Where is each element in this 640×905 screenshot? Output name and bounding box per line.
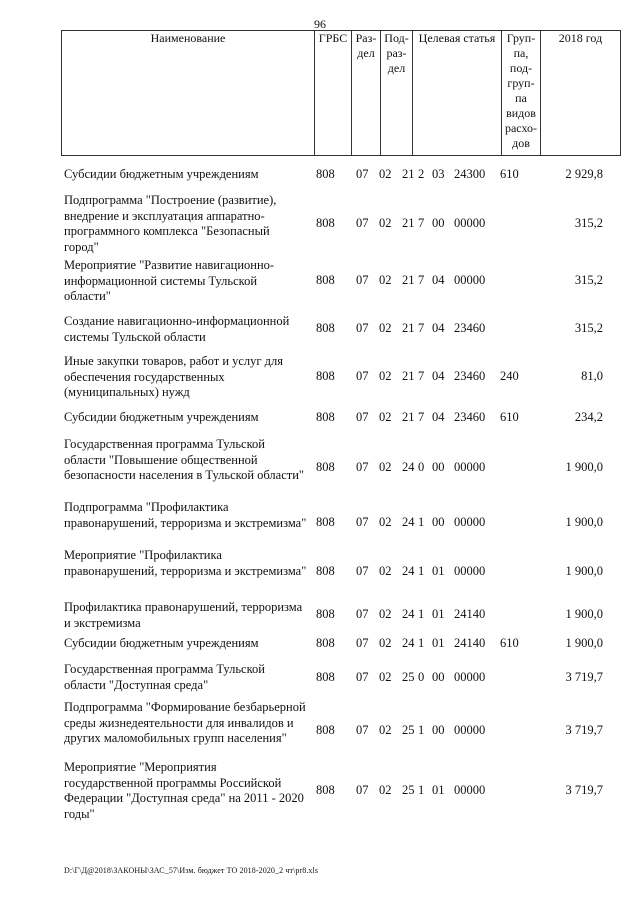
row-name: Субсидии бюджетным учреждениям — [64, 410, 259, 424]
row-razdel: 07 — [356, 369, 369, 383]
row-cs-subprogram: 2 — [418, 167, 425, 181]
row-podrazdel: 02 — [379, 273, 392, 287]
row-vr: 240 — [500, 369, 519, 383]
row-amount: 3 719,7 — [565, 723, 603, 737]
row-amount: 3 719,7 — [565, 783, 603, 797]
row-cs-subprogram: 1 — [418, 783, 425, 797]
row-cs-subprogram: 0 — [418, 460, 425, 474]
row-cs-direction: 00000 — [454, 783, 486, 797]
row-cs-program: 25 — [402, 783, 415, 797]
row-podrazdel: 02 — [379, 460, 392, 474]
row-cs-direction: 23460 — [454, 369, 486, 383]
row-cs-direction: 00000 — [454, 515, 486, 529]
row-amount: 1 900,0 — [565, 607, 603, 621]
row-podrazdel: 02 — [379, 670, 392, 684]
row-name: Государственная программа Тульской области "Доступная среда" — [64, 662, 265, 692]
row-cs-program: 21 — [402, 321, 415, 335]
row-grbs: 808 — [316, 607, 335, 621]
row-cs-subprogram: 7 — [418, 321, 425, 335]
file-path-footer: D:\Г\Д@2018\ЗАКОНЫ\ЗАС_57\Изм. бюджет ТО 2018-2020_2 чт\pr8.xls — [64, 866, 319, 875]
row-name: Иные закупки товаров, работ и услуг для обеспечения государственных (муниципальных) нужд — [64, 354, 284, 399]
row-cs-event: 04 — [432, 369, 445, 383]
row-name: Мероприятие "Мероприятия государственной программы Российской Федерации "Доступная среда" на 2011 - 2020 годы" — [64, 760, 304, 821]
row-cs-event: 01 — [432, 607, 445, 621]
row-grbs: 808 — [316, 564, 335, 578]
row-amount: 234,2 — [574, 410, 603, 424]
row-razdel: 07 — [356, 273, 369, 287]
row-cs-event: 01 — [432, 564, 445, 578]
row-cs-event: 00 — [432, 670, 445, 684]
row-cs-direction: 00000 — [454, 216, 486, 230]
row-cs-subprogram: 1 — [418, 607, 425, 621]
row-cs-program: 24 — [402, 460, 415, 474]
row-cs-direction: 24140 — [454, 636, 486, 650]
row-amount: 315,2 — [574, 216, 603, 230]
header-celevaya: Целевая статья — [413, 31, 502, 156]
row-cs-program: 24 — [402, 515, 415, 529]
row-podrazdel: 02 — [379, 564, 392, 578]
row-cs-direction: 23460 — [454, 410, 486, 424]
row-name: Создание навигационно-информационной системы Тульской области — [64, 314, 290, 344]
row-grbs: 808 — [316, 515, 335, 529]
row-grbs: 808 — [316, 670, 335, 684]
row-vr: 610 — [500, 167, 519, 181]
row-cs-program: 25 — [402, 670, 415, 684]
row-cs-event: 03 — [432, 167, 445, 181]
row-grbs: 808 — [316, 460, 335, 474]
row-name: Профилактика правонарушений, терроризма и экстремизма — [64, 600, 303, 630]
row-cs-event: 01 — [432, 636, 445, 650]
row-grbs: 808 — [316, 273, 335, 287]
row-amount: 1 900,0 — [565, 515, 603, 529]
row-amount: 81,0 — [581, 369, 603, 383]
row-cs-direction: 00000 — [454, 564, 486, 578]
row-cs-direction: 24140 — [454, 607, 486, 621]
row-cs-subprogram: 1 — [418, 564, 425, 578]
row-name: Субсидии бюджетным учреждениям — [64, 167, 259, 181]
row-name: Субсидии бюджетным учреждениям — [64, 636, 259, 650]
header-year: 2018 год — [541, 31, 621, 156]
row-razdel: 07 — [356, 783, 369, 797]
row-name: Подпрограмма "Построение (развитие), внедрение и эксплуатация аппаратно-программного комплекса "Безопасный город" — [64, 193, 277, 254]
row-name: Подпрограмма "Формирование безбарьерной среды жизнедеятельности для инвалидов и других маломобильных групп населения" — [64, 700, 306, 745]
row-amount: 3 719,7 — [565, 670, 603, 684]
row-grbs: 808 — [316, 321, 335, 335]
row-cs-subprogram: 7 — [418, 216, 425, 230]
row-podrazdel: 02 — [379, 783, 392, 797]
row-cs-subprogram: 1 — [418, 723, 425, 737]
row-cs-program: 21 — [402, 273, 415, 287]
row-podrazdel: 02 — [379, 515, 392, 529]
header-gruppa: Груп-па, под-груп-па видов расхо-дов — [502, 31, 541, 156]
row-podrazdel: 02 — [379, 607, 392, 621]
row-cs-program: 21 — [402, 369, 415, 383]
row-name: Подпрограмма "Профилактика правонарушений, терроризма и экстремизма" — [64, 500, 307, 530]
header-razdel: Раз-дел — [352, 31, 381, 156]
row-grbs: 808 — [316, 410, 335, 424]
row-podrazdel: 02 — [379, 636, 392, 650]
row-cs-direction: 00000 — [454, 723, 486, 737]
row-razdel: 07 — [356, 515, 369, 529]
row-razdel: 07 — [356, 167, 369, 181]
row-amount: 1 900,0 — [565, 636, 603, 650]
row-razdel: 07 — [356, 723, 369, 737]
row-grbs: 808 — [316, 216, 335, 230]
header-name: Наименование — [62, 31, 315, 156]
row-cs-event: 00 — [432, 723, 445, 737]
row-cs-subprogram: 1 — [418, 515, 425, 529]
row-razdel: 07 — [356, 564, 369, 578]
row-razdel: 07 — [356, 321, 369, 335]
row-razdel: 07 — [356, 607, 369, 621]
row-razdel: 07 — [356, 216, 369, 230]
row-grbs: 808 — [316, 783, 335, 797]
row-cs-event: 04 — [432, 410, 445, 424]
row-cs-program: 25 — [402, 723, 415, 737]
row-cs-event: 00 — [432, 460, 445, 474]
header-podrazdel: Под-раз-дел — [381, 31, 413, 156]
row-grbs: 808 — [316, 723, 335, 737]
row-podrazdel: 02 — [379, 216, 392, 230]
row-razdel: 07 — [356, 410, 369, 424]
row-name: Государственная программа Тульской области "Повышение общественной безопасности населения в Тульской области" — [64, 437, 305, 482]
row-podrazdel: 02 — [379, 321, 392, 335]
row-cs-subprogram: 1 — [418, 636, 425, 650]
row-cs-direction: 00000 — [454, 273, 486, 287]
header-grbs: ГРБС — [315, 31, 352, 156]
row-cs-subprogram: 7 — [418, 273, 425, 287]
row-amount: 315,2 — [574, 273, 603, 287]
row-razdel: 07 — [356, 460, 369, 474]
row-cs-direction: 00000 — [454, 670, 486, 684]
row-cs-event: 00 — [432, 515, 445, 529]
row-podrazdel: 02 — [379, 167, 392, 181]
row-podrazdel: 02 — [379, 369, 392, 383]
row-amount: 1 900,0 — [565, 460, 603, 474]
row-cs-direction: 00000 — [454, 460, 486, 474]
row-grbs: 808 — [316, 369, 335, 383]
row-cs-event: 04 — [432, 321, 445, 335]
table-header — [61, 30, 621, 156]
row-cs-program: 21 — [402, 410, 415, 424]
row-amount: 315,2 — [574, 321, 603, 335]
row-amount: 1 900,0 — [565, 564, 603, 578]
row-vr: 610 — [500, 636, 519, 650]
row-cs-subprogram: 7 — [418, 410, 425, 424]
row-amount: 2 929,8 — [565, 167, 603, 181]
row-name: Мероприятие "Профилактика правонарушений, терроризма и экстремизма" — [64, 548, 307, 578]
row-podrazdel: 02 — [379, 410, 392, 424]
row-cs-direction: 23460 — [454, 321, 486, 335]
row-cs-event: 00 — [432, 216, 445, 230]
row-cs-program: 24 — [402, 564, 415, 578]
row-grbs: 808 — [316, 167, 335, 181]
row-cs-program: 21 — [402, 216, 415, 230]
row-grbs: 808 — [316, 636, 335, 650]
row-cs-direction: 24300 — [454, 167, 486, 181]
row-cs-event: 01 — [432, 783, 445, 797]
row-razdel: 07 — [356, 670, 369, 684]
row-cs-program: 24 — [402, 607, 415, 621]
row-podrazdel: 02 — [379, 723, 392, 737]
row-cs-event: 04 — [432, 273, 445, 287]
row-cs-subprogram: 0 — [418, 670, 425, 684]
row-name: Мероприятие "Развитие навигационно-информационной системы Тульской области" — [64, 258, 275, 303]
row-cs-subprogram: 7 — [418, 369, 425, 383]
row-cs-program: 21 — [402, 167, 415, 181]
row-vr: 610 — [500, 410, 519, 424]
row-cs-program: 24 — [402, 636, 415, 650]
page-number: 96 — [314, 17, 326, 31]
row-razdel: 07 — [356, 636, 369, 650]
